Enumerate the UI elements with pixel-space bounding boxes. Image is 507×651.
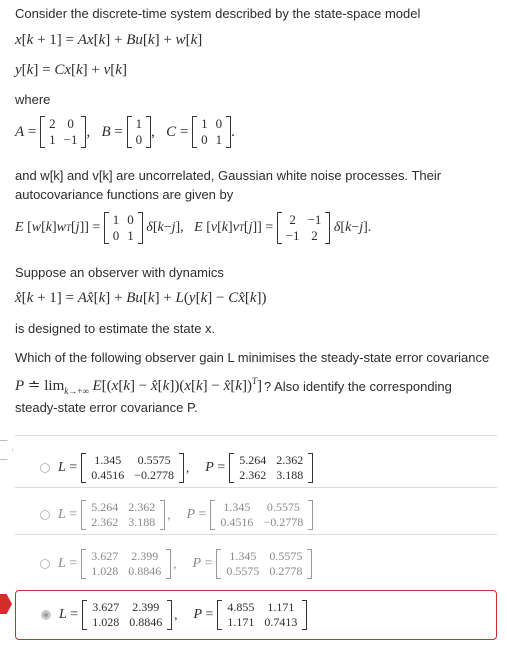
covariance-p: P = 1.345 0.5575 0.4516 −0.2778 bbox=[186, 500, 313, 530]
covariance-p-cell: −0.2778 bbox=[263, 515, 304, 529]
covariance-p-cell: 1.345 bbox=[229, 549, 257, 563]
matrix-v-covariance bbox=[277, 212, 331, 244]
gain-l-cell: 2.362 bbox=[91, 515, 119, 529]
gain-l-cell: 0.8846 bbox=[128, 564, 162, 578]
divider bbox=[15, 435, 497, 436]
covariance-p-cell: 2.362 bbox=[276, 453, 304, 467]
matrix-a bbox=[40, 116, 86, 148]
matrix-a-cell: 0 bbox=[67, 116, 74, 131]
separator: , bbox=[173, 556, 177, 571]
separator: , bbox=[185, 460, 190, 475]
matrix-w-cell: 1 bbox=[112, 212, 120, 227]
covariance-p-matrix bbox=[210, 500, 313, 530]
radio-button[interactable] bbox=[40, 559, 50, 569]
gain-l: L = 3.627 2.399 1.028 0.8846 bbox=[59, 600, 172, 630]
divider bbox=[15, 534, 497, 535]
where-text: where bbox=[15, 92, 51, 107]
noise-text-1: and w[k] and v[k] are uncorrelated, Gaussian white noise processes. Their bbox=[15, 168, 442, 183]
covariance-p-cell: 2.362 bbox=[239, 468, 267, 482]
matrix-w-cell: 0 bbox=[112, 228, 120, 243]
question-text-1: Which of the following observer gain L minimises the steady-state error covariance bbox=[15, 350, 490, 365]
matrix-a-cell: −1 bbox=[63, 132, 78, 147]
question-flag-marker bbox=[0, 440, 13, 460]
selected-answer-marker bbox=[0, 594, 12, 614]
gain-l: L = 5.264 2.362 2.362 3.188 bbox=[58, 500, 165, 530]
matrix-c-cell: 0 bbox=[201, 132, 208, 147]
gain-l-matrix bbox=[81, 453, 184, 483]
covariance-p-cell: 0.5575 bbox=[226, 564, 260, 578]
covariance-p-cell: 0.7413 bbox=[264, 615, 298, 629]
observer-text: Suppose an observer with dynamics bbox=[15, 265, 224, 280]
question-text-3: steady-state error covariance P. bbox=[15, 400, 198, 415]
separator: , bbox=[174, 607, 178, 622]
matrix-v-cell: 2 bbox=[289, 212, 296, 227]
covariance-p-cell: 0.2778 bbox=[269, 564, 303, 578]
covariance-p-cell: 1.171 bbox=[267, 600, 295, 614]
gain-l-cell: 0.5575 bbox=[137, 453, 171, 467]
radio-button[interactable] bbox=[40, 510, 50, 520]
answer-option-3[interactable] bbox=[15, 539, 497, 589]
question-line-2 bbox=[15, 376, 452, 396]
matrix-c-cell: 0 bbox=[215, 116, 223, 131]
divider bbox=[15, 487, 497, 488]
question-text-2: ? Also identify the corresponding bbox=[264, 378, 452, 394]
matrix-b-cell: 0 bbox=[135, 132, 143, 147]
gain-l-cell: 1.028 bbox=[91, 564, 119, 578]
gain-l-cell: 0.4516 bbox=[91, 468, 125, 482]
answer-option-2[interactable] bbox=[15, 490, 497, 540]
matrix-w-covariance bbox=[104, 212, 143, 244]
answer-option-4[interactable] bbox=[15, 590, 497, 640]
matrix-v-cell: −1 bbox=[307, 212, 322, 227]
covariance-p-cell: 1.171 bbox=[227, 615, 255, 629]
observer-equation: x̂[k + 1] = Ax̂[k] + Bu[k] + L(y[k] − Cx̂[k]) bbox=[15, 290, 267, 306]
estimate-text: is designed to estimate the state x. bbox=[15, 321, 216, 336]
gain-l-cell: 3.188 bbox=[128, 515, 156, 529]
gain-l-cell: 1.028 bbox=[92, 615, 120, 629]
radio-button[interactable] bbox=[40, 463, 50, 473]
matrix-w-cell: 1 bbox=[127, 228, 134, 243]
answer-option-1[interactable] bbox=[15, 443, 497, 493]
covariance-p: P = 5.264 2.362 2.362 3.188 bbox=[205, 453, 313, 483]
gain-l-cell: 3.627 bbox=[92, 600, 120, 614]
matrix-b-cell: 1 bbox=[135, 116, 143, 131]
radio-button[interactable] bbox=[41, 610, 51, 620]
matrix-a-cell: 2 bbox=[49, 116, 56, 131]
separator: , bbox=[167, 507, 171, 522]
matrix-v-cell: 2 bbox=[311, 228, 318, 243]
gain-l-matrix bbox=[81, 549, 171, 579]
matrix-c bbox=[192, 116, 231, 148]
covariance-p-cell: 0.5575 bbox=[266, 500, 300, 514]
matrix-c-cell: 1 bbox=[201, 116, 208, 131]
covariance-p-cell: 1.345 bbox=[223, 500, 251, 514]
covariance-p-cell: 0.4516 bbox=[220, 515, 254, 529]
covariance-p-cell: 0.5575 bbox=[269, 549, 303, 563]
gain-l-matrix bbox=[82, 600, 172, 630]
matrix-b bbox=[127, 116, 152, 148]
matrix-c-cell: 1 bbox=[215, 132, 223, 147]
covariance-p-cell: 5.264 bbox=[239, 453, 267, 467]
gain-l-matrix bbox=[81, 500, 165, 530]
covariance-p-matrix bbox=[217, 600, 307, 630]
noise-text-2: autocovariance functions are given by bbox=[15, 187, 234, 202]
gain-l-cell: 2.399 bbox=[131, 549, 159, 563]
matrix-v-cell: −1 bbox=[285, 228, 300, 243]
covariance-p-cell: 3.188 bbox=[276, 468, 304, 482]
system-matrices: A = 2 0 1 −1 , B = 1 0 , C = 1 0 0 1 . bbox=[15, 116, 235, 147]
gain-l: L = 1.345 0.5575 0.4516 −0.2778 bbox=[58, 453, 184, 483]
covariance-p-cell: 4.855 bbox=[227, 600, 255, 614]
intro-text: Consider the discrete-time system described by the state-space model bbox=[15, 6, 421, 21]
covariance-p: P = 1.345 0.5575 0.5575 0.2778 bbox=[192, 549, 312, 579]
covariance-p-matrix bbox=[229, 453, 313, 483]
covariance-p: P = 4.855 1.171 1.171 0.7413 bbox=[193, 600, 307, 630]
gain-l: L = 3.627 2.399 1.028 0.8846 bbox=[58, 549, 171, 579]
gain-l-cell: 2.399 bbox=[132, 600, 160, 614]
gain-l-cell: 0.8846 bbox=[129, 615, 163, 629]
gain-l-cell: 2.362 bbox=[128, 500, 156, 514]
covariance-equations: E [ w [ k ] w T [ j ]] = 1 0 0 1 δ [ k − j ], E [ v [ k ] v T [ j ]] = 2 −1 −1 2 δ [ k − j ]. bbox=[15, 212, 372, 243]
output-equation: y[k] = Cx[k] + v[k] bbox=[15, 62, 127, 78]
matrix-w-cell: 0 bbox=[127, 212, 134, 227]
gain-l-cell: −0.2778 bbox=[134, 468, 174, 482]
matrix-a-cell: 1 bbox=[49, 132, 56, 147]
gain-l-cell: 3.627 bbox=[91, 549, 119, 563]
gain-l-cell: 1.345 bbox=[94, 453, 122, 467]
state-equation: x[k + 1] = Ax[k] + Bu[k] + w[k] bbox=[15, 32, 203, 48]
covariance-p-matrix bbox=[216, 549, 312, 579]
gain-l-cell: 5.264 bbox=[91, 500, 119, 514]
error-covariance-definition: P ≐ $\lim_{k\to+\infty} E[(x[k]$ − x̂[k])(x[k] − x̂[k])$^T$] bbox=[15, 376, 262, 396]
